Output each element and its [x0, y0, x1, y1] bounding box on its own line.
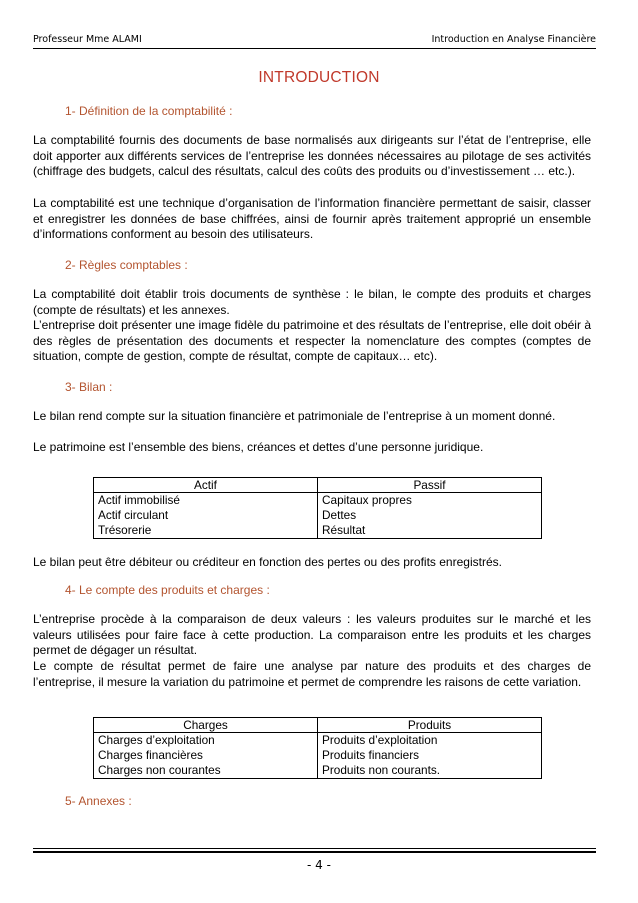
- cpc-table: [93, 717, 542, 779]
- bilan-passif-cell: [318, 493, 542, 539]
- footer-rule: [33, 848, 596, 849]
- bilan-header-actif: Actif: [94, 478, 318, 493]
- paragraph-3-2: Le patrimoine est l’ensemble des biens, créances et dettes d’une personne juridique.: [33, 440, 484, 454]
- paragraph-4-2: Le compte de résultat permet de faire une analyse par nature des produits et des charges de l’entreprise, il mesure la variation du patrimoine et permet de comprendre les raisons de cette variation.: [33, 659, 591, 689]
- paragraph-1-1: La comptabilité fournis des documents de base normalisés aux dirigeants sur l’état de l’entreprise, elle doit apporter aux différents services de l’entreprise les données nécessaires au pilotage de ses activités (chiffrage des budgets, calcul des résultats, calcul des coûts des produits ou d’investissement … etc.).: [33, 133, 591, 179]
- bilan-table: [93, 477, 542, 539]
- page-title: INTRODUCTION: [258, 69, 380, 86]
- cpc-header-produits: Produits: [318, 718, 542, 733]
- section-heading-1: 1- Définition de la comptabilité :: [65, 104, 233, 118]
- bilan-passif-item: Capitaux propres: [322, 493, 412, 507]
- cpc-header-charges: Charges: [94, 718, 318, 733]
- paragraph-1-2: La comptabilité est une technique d’organisation de l’information financière permettant de saisir, classer et enregistrer les données de base chiffrées, ainsi de fournir après traitement approprié un ensemble d’informations conforment au besoin des utilisateurs.: [33, 196, 591, 242]
- cpc-produits-item: Produits non courants.: [322, 763, 441, 777]
- bilan-header-passif: Passif: [318, 478, 542, 493]
- paragraph-2-1: La comptabilité doit établir trois documents de synthèse : le bilan, le compte des produits et charges (compte de résultats) et les annexes.: [33, 287, 591, 317]
- cpc-charges-item: Charges d’exploitation: [98, 733, 215, 747]
- bilan-passif-item: Dettes: [322, 508, 357, 522]
- page-number: - 4 -: [307, 858, 331, 872]
- paragraph-3-after: Le bilan peut être débiteur ou créditeur en fonction des pertes ou des profits enregistrés.: [33, 555, 502, 569]
- footer-rule-thick: [33, 851, 596, 853]
- cpc-produits-item: Produits d’exploitation: [322, 733, 438, 747]
- section-heading-5: 5- Annexes :: [65, 794, 132, 808]
- paragraph-4-1: L’entreprise procède à la comparaison de deux valeurs : les valeurs produites sur le marché et les valeurs utilisées pour faire face à cette production. La comparaison entre les produits et les charges permet de dégager un résultat.: [33, 612, 591, 658]
- cpc-produits-item: Produits financiers: [322, 748, 420, 762]
- cpc-produits-cell: [318, 733, 542, 779]
- cpc-charges-cell: [94, 733, 318, 779]
- bilan-actif-item: Actif immobilisé: [98, 493, 180, 507]
- paragraph-3-1: Le bilan rend compte sur la situation financière et patrimoniale de l’entreprise à un moment donné.: [33, 409, 556, 423]
- section-heading-3: 3- Bilan :: [65, 380, 113, 394]
- cpc-charges-item: Charges non courantes: [98, 763, 221, 777]
- section-heading-2: 2- Règles comptables :: [65, 258, 188, 272]
- header-author: Professeur Mme ALAMI: [33, 34, 142, 45]
- section-heading-4: 4- Le compte des produits et charges :: [65, 583, 270, 597]
- bilan-passif-item: Résultat: [322, 523, 366, 537]
- header-rule: [33, 48, 596, 49]
- paragraph-2-2: L’entreprise doit présenter une image fidèle du patrimoine et des résultats de l’entreprise, elle doit obéir à des règles de présentation des documents et respecter la nomenclature des comptes (comptes de situation, compte de gestion, compte de résultat, compte de capitaux… etc).: [33, 318, 591, 364]
- header-course-title: Introduction en Analyse Financière: [431, 34, 596, 45]
- bilan-actif-item: Trésorerie: [98, 523, 152, 537]
- bilan-actif-item: Actif circulant: [98, 508, 169, 522]
- cpc-charges-item: Charges financières: [98, 748, 203, 762]
- bilan-actif-cell: [94, 493, 318, 539]
